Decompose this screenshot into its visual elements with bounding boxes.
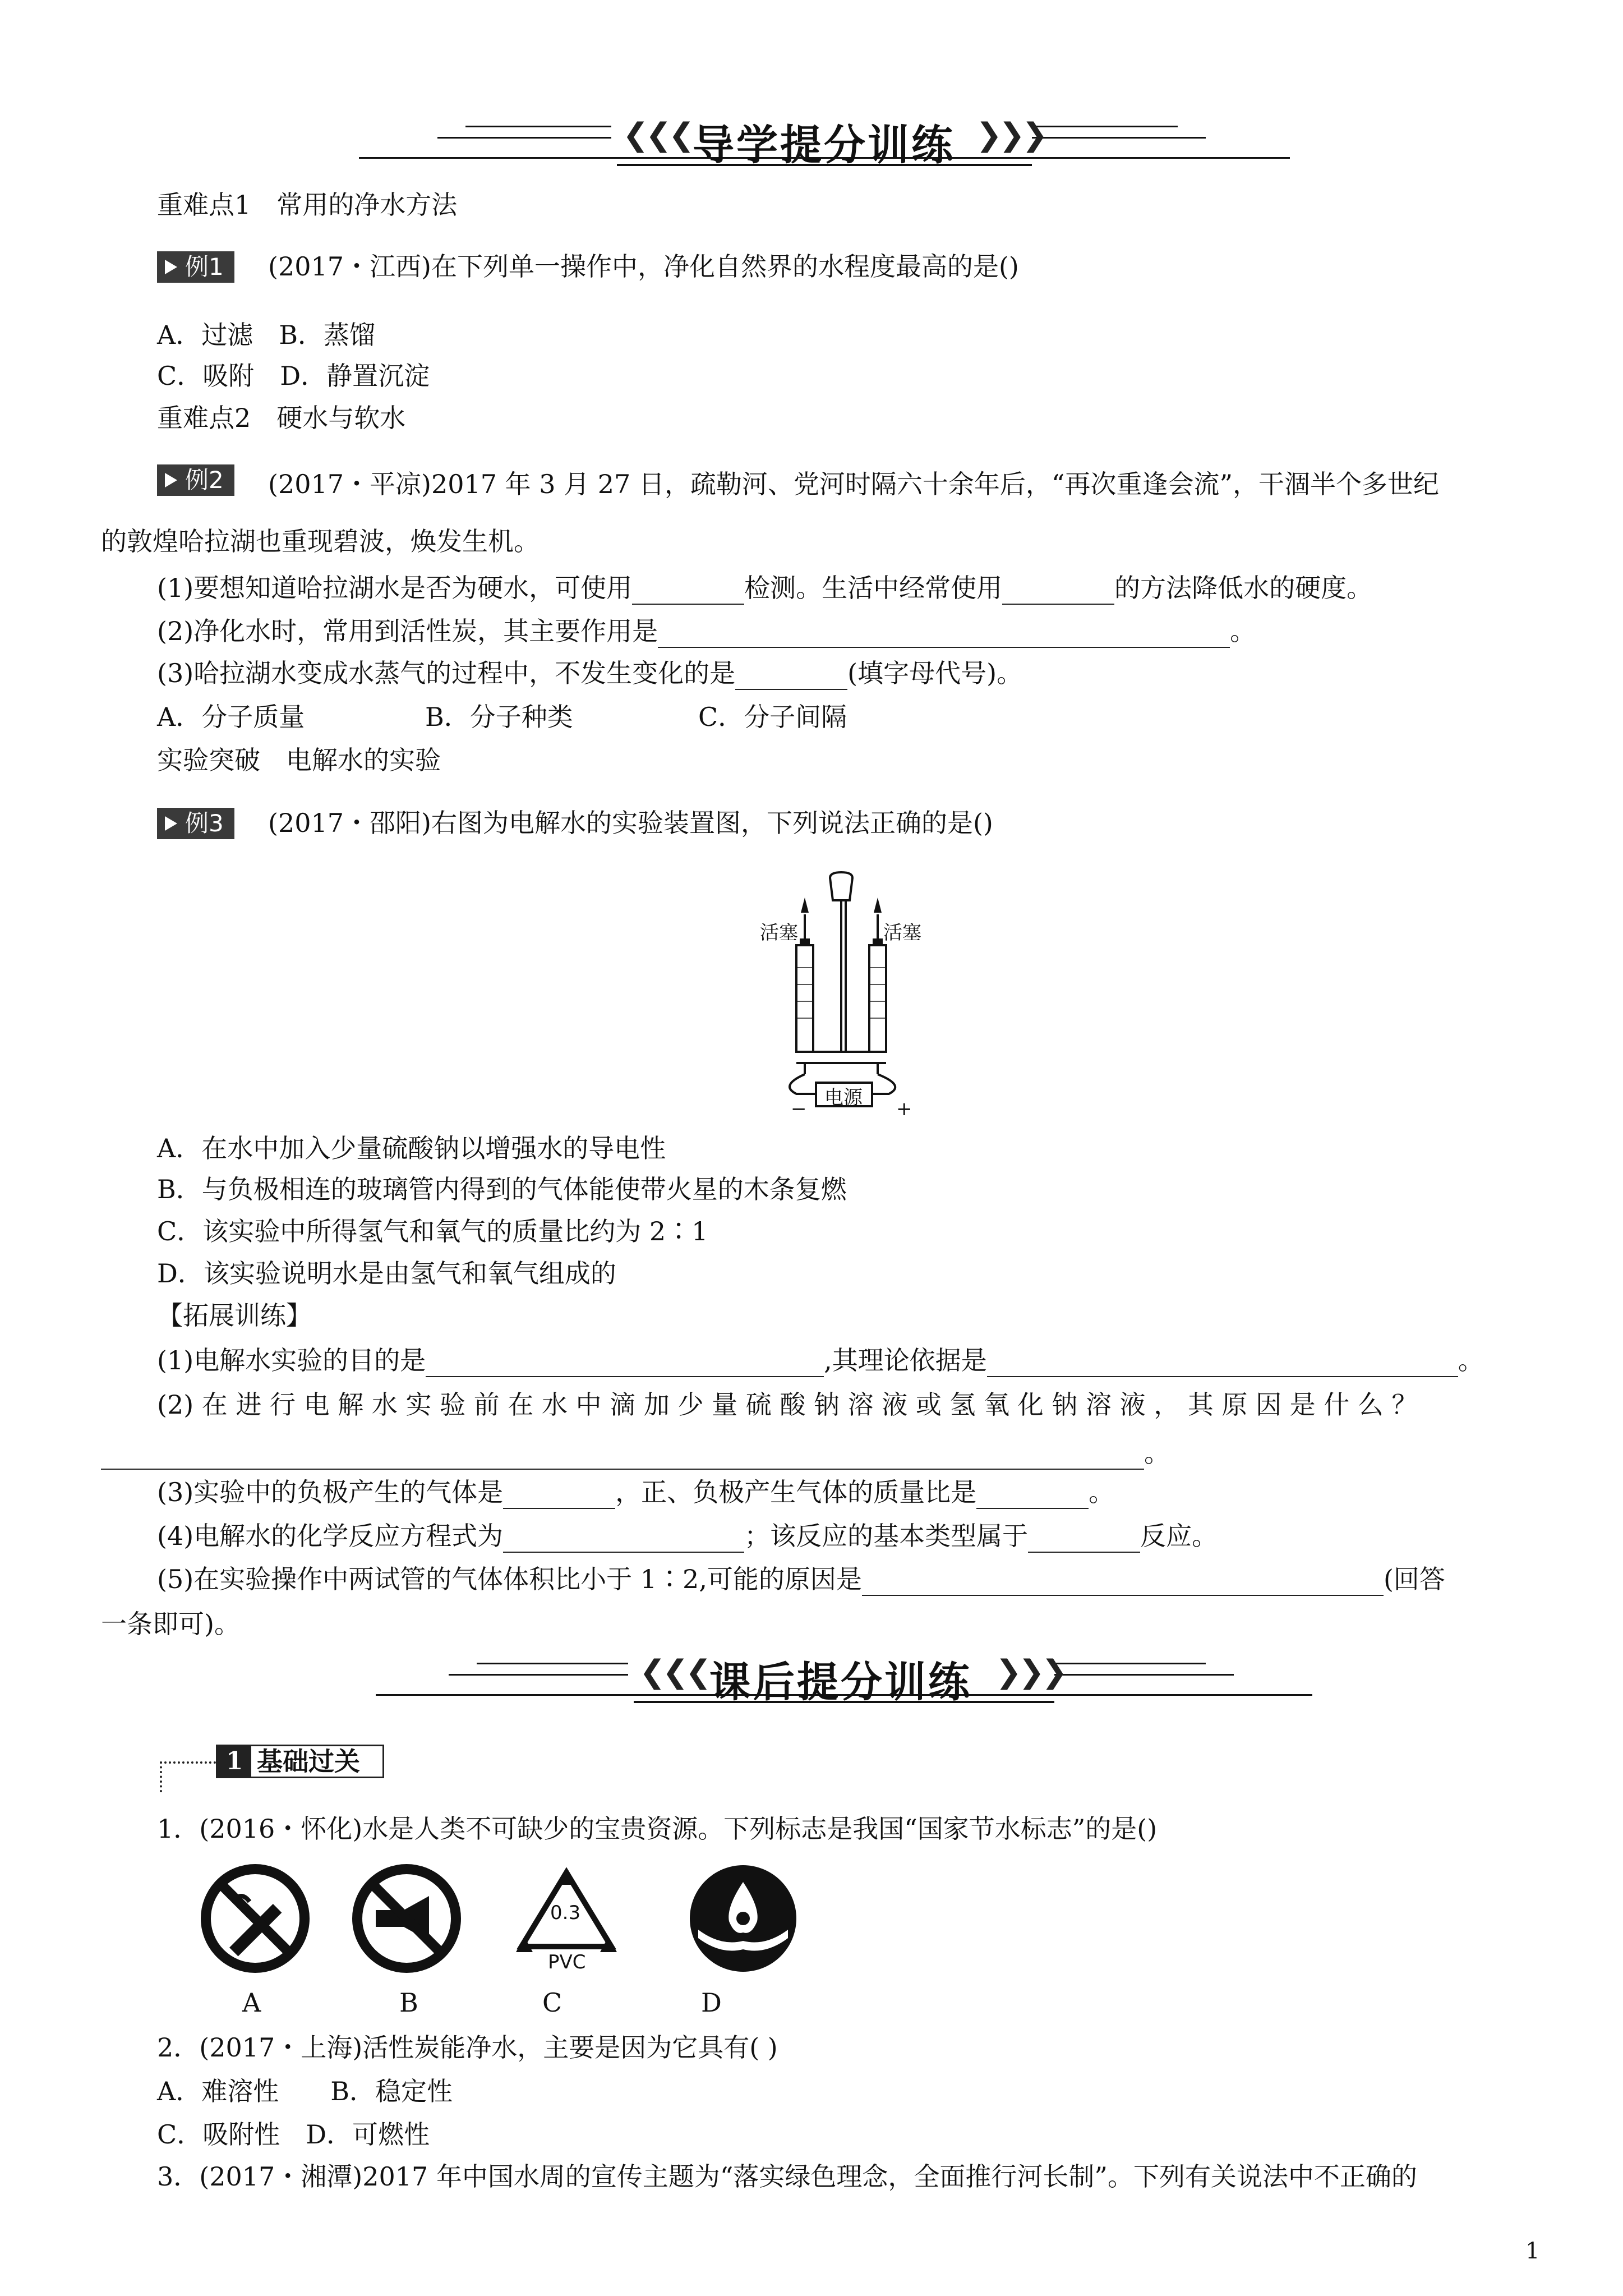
- banner-title: 导学提分训练: [693, 121, 955, 169]
- banner-rule: [1032, 137, 1206, 139]
- answer-blank[interactable]: [503, 1483, 615, 1509]
- extension-question-4: (4)电解水的化学反应方程式为 ；该反应的基本类型属于 反应。: [157, 1519, 1218, 1553]
- dotted-leader: [160, 1761, 162, 1792]
- negative-terminal-label: −: [791, 1098, 807, 1120]
- basic-section-tag: [160, 1745, 395, 1795]
- extension-question-3: (3)实验中的负极产生的气体是 ，正、负极产生气体的质量比是 。: [157, 1475, 1114, 1509]
- no-smoking-sign-icon: [199, 1862, 311, 1975]
- page-number: 1: [1525, 2238, 1540, 2264]
- example-tag: 例1: [157, 251, 234, 283]
- sign-label-b: B: [399, 1987, 418, 2018]
- power-source-label: 电源: [824, 1087, 863, 1109]
- basic-question-1: 1．(2016・怀化)水是人类不可缺少的宝贵资源。下列标志是我国“国家节水标志”的是(): [157, 1814, 1158, 1844]
- extension-question-5: (5)在实验操作中两试管的气体体积比小于 1∶2,可能的原因是 (回答: [157, 1562, 1445, 1596]
- answer-blank[interactable]: [735, 664, 847, 690]
- sign-label-a: A: [242, 1987, 261, 2018]
- example-2-question-3: (3)哈拉湖水变成水蒸气的过程中，不发生变化的是 (填字母代号)。: [157, 656, 1022, 690]
- example-3-option-c: C．该实验中所得氢气和氧气的质量比约为 2∶1: [157, 1216, 708, 1246]
- electrolysis-apparatus-figure: [746, 867, 937, 1130]
- example-3-option-d: D．该实验说明水是由氢气和氧气组成的: [157, 1258, 616, 1289]
- basic-question-2: 2．(2017・上海)活性炭能净水，主要是因为它具有( ): [157, 2032, 778, 2063]
- answer-blank[interactable]: [658, 622, 1230, 648]
- basic-question-2-options-cd: C．吸附性 D．可燃性: [157, 2119, 430, 2150]
- section-tag-box: [216, 1745, 384, 1778]
- example-3-stem: (2017・邵阳)右图为电解水的实验装置图，下列说法正确的是(): [268, 808, 993, 838]
- example-2-option-a: A．分子质量: [157, 702, 305, 732]
- water-saving-sign-icon: [687, 1862, 799, 1975]
- stopcock-label-right: 活塞: [883, 922, 921, 944]
- example-tag: 例2: [157, 464, 234, 496]
- chevron-right-icon: ❯❯❯: [995, 1654, 1064, 1690]
- recycling-sign-icon: [508, 1862, 625, 1975]
- example-1-options-cd: C．吸附 D．静置沉淀: [157, 361, 430, 391]
- answer-blank[interactable]: [426, 1351, 824, 1377]
- banner-rule: [1054, 1663, 1206, 1664]
- example-2-option-b: B．分子种类: [425, 702, 573, 732]
- key-point-2: 重难点2 硬水与软水: [157, 403, 406, 433]
- answer-blank[interactable]: [976, 1483, 1089, 1509]
- example-2-stem-line2: 的敦煌哈拉湖也重现碧波，焕发生机。: [101, 526, 540, 556]
- extension-question-1: (1)电解水实验的目的是 ,其理论依据是 。: [157, 1343, 1484, 1377]
- answer-blank[interactable]: [1028, 1527, 1140, 1553]
- chevron-left-icon: ❮❮❮: [623, 117, 691, 153]
- banner-rule: [465, 126, 611, 127]
- example-1-stem: (2017・江西)在下列单一操作中，净化自然界的水程度最高的是(): [268, 251, 1019, 282]
- no-honking-sign-icon: [351, 1862, 463, 1975]
- example-tag: 例3: [157, 808, 234, 839]
- answer-blank[interactable]: [632, 579, 744, 605]
- basic-question-3: 3．(2017・湘潭)2017 年中国水周的宣传主题为“落实绿色理念，全面推行河长制”。下列有关说法中不正确的: [157, 2161, 1417, 2192]
- chevron-left-icon: ❮❮❮: [639, 1654, 708, 1690]
- banner-rule: [437, 137, 611, 139]
- banner-rule: [449, 1674, 628, 1676]
- banner-rule: [477, 1663, 628, 1664]
- sign-label-c: C: [542, 1987, 562, 2018]
- banner-rule: [1032, 126, 1178, 127]
- example-3-option-a: A．在水中加入少量硫酸钠以增强水的导电性: [157, 1133, 666, 1163]
- recycling-material: PVC: [548, 1951, 586, 1973]
- sign-label-d: D: [701, 1987, 722, 2018]
- banner-rule: [1054, 1674, 1234, 1676]
- example-1-options-ab: A．过滤 B．蒸馏: [157, 320, 376, 350]
- key-point-1: 重难点1 常用的净水方法: [157, 190, 458, 220]
- section-number: 1: [218, 1746, 251, 1777]
- answer-blank[interactable]: [987, 1351, 1458, 1377]
- extension-question-2-answer: 。: [101, 1436, 1170, 1470]
- answer-blank[interactable]: [101, 1444, 1144, 1470]
- basic-question-2-options-ab: A．难溶性 B．稳定性: [157, 2076, 453, 2106]
- example-2-option-c: C．分子间隔: [698, 702, 847, 732]
- chevron-right-icon: ❯❯❯: [976, 117, 1045, 153]
- answer-blank[interactable]: [1002, 579, 1114, 605]
- example-2-stem-line1: (2017・平凉)2017 年 3 月 27 日，疏勒河、党河时隔六十余年后，“再次重逢会流”，干涸半个多世纪: [268, 469, 1439, 499]
- extension-title: 【拓展训练】: [157, 1300, 312, 1331]
- section-label: 基础过关: [257, 1746, 360, 1777]
- recycling-code: 0.3: [550, 1902, 581, 1924]
- answer-blank[interactable]: [503, 1527, 744, 1553]
- example-3-option-b: B．与负极相连的玻璃管内得到的气体能使带火星的木条复燃: [157, 1174, 847, 1204]
- section-banner-after-class: [0, 1638, 1623, 1711]
- extension-question-5-cont: 一条即可)。: [101, 1609, 240, 1639]
- answer-blank[interactable]: [862, 1570, 1384, 1596]
- extension-question-2: (2) 在 进 行 电 解 水 实 验 前 在 水 中 滴 加 少 量 硫 酸 钠 溶 液 或 氢 氧 化 钠 溶 液 ， 其 原 因 是 什 么 ？: [157, 1389, 1418, 1420]
- banner-title: 课后提分训练: [709, 1658, 972, 1706]
- example-2-question-2: (2)净化水时，常用到活性炭，其主要作用是 。: [157, 614, 1256, 648]
- example-2-question-1: (1)要想知道哈拉湖水是否为硬水，可使用 检测。生活中经常使用 的方法降低水的硬度。: [157, 571, 1372, 605]
- dotted-leader: [160, 1761, 216, 1764]
- experiment-breakthrough: 实验突破 电解水的实验: [157, 745, 441, 775]
- positive-terminal-label: +: [896, 1098, 912, 1120]
- stopcock-label-left: 活塞: [760, 922, 798, 944]
- section-banner-guide: [0, 101, 1623, 174]
